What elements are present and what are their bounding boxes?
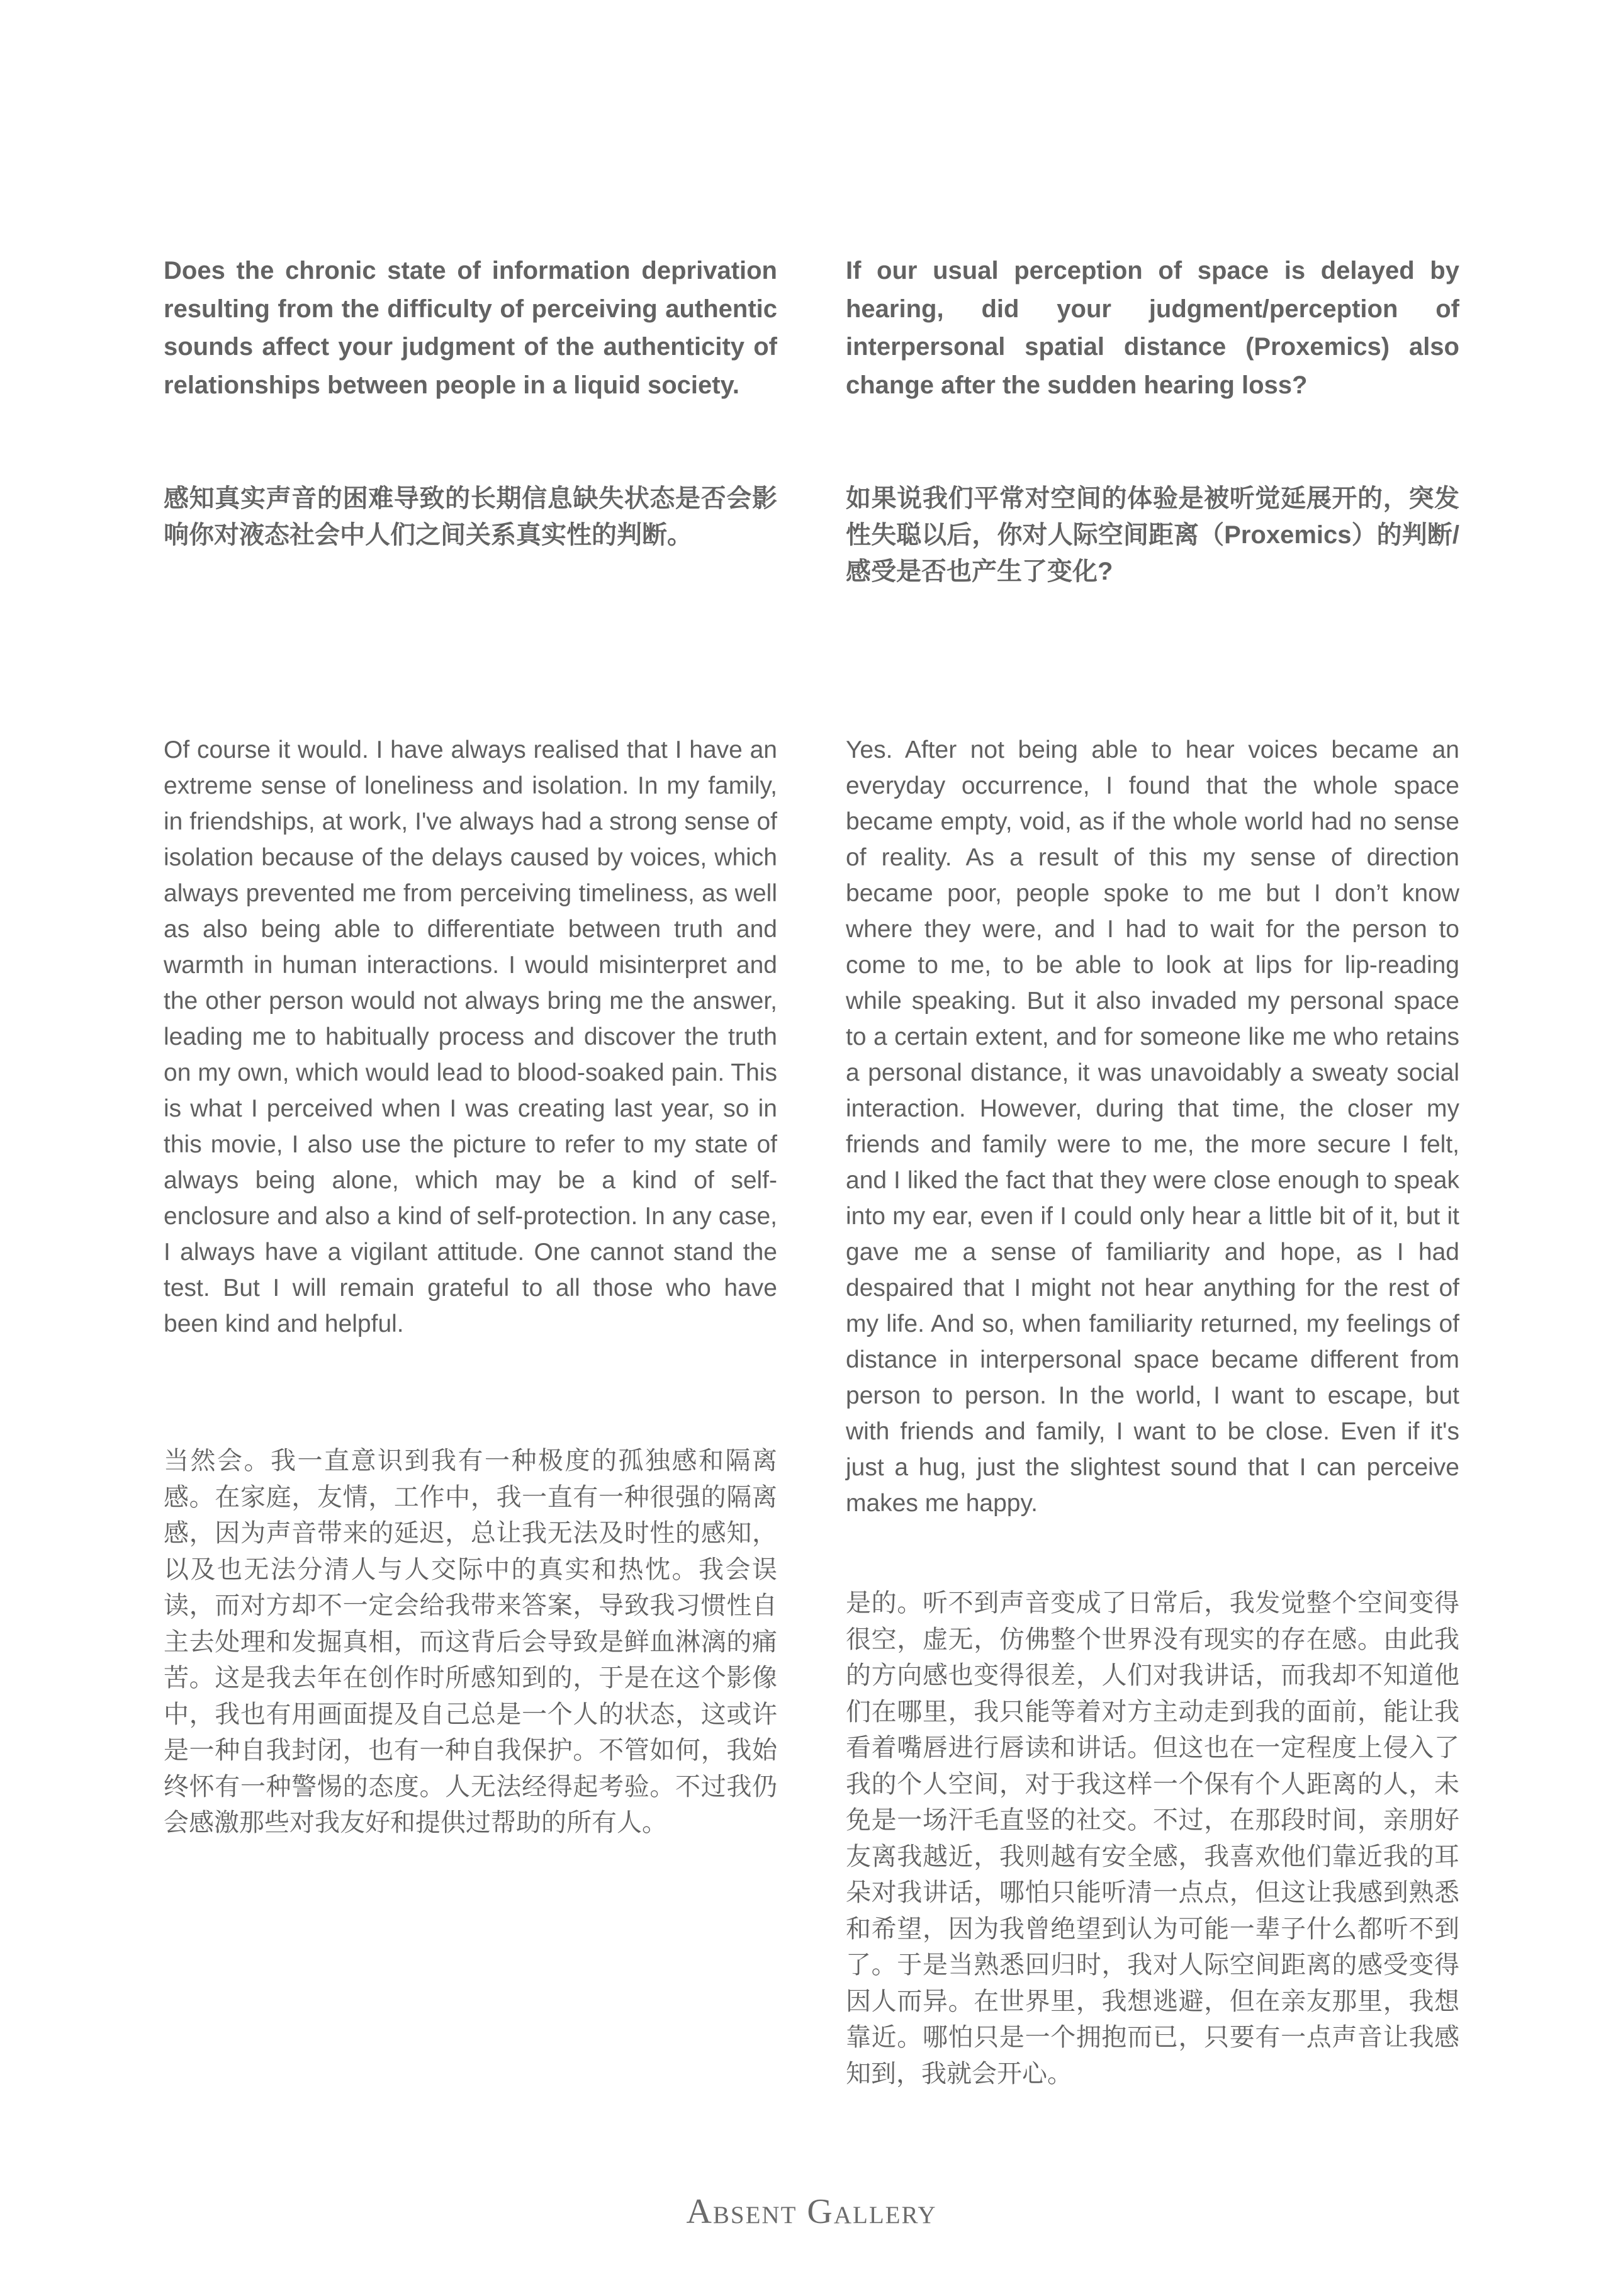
right-question-english: If our usual perception of space is delayed by hearing, did your judgment/perception of interpersonal spatial distance (Proxemics) also change after the sudden hearing loss? — [846, 257, 1459, 399]
left-question-chinese: 感知真实声音的困难导致的长期信息缺失状态是否会影响你对液态社会中人们之间关系真实性的判断。 — [164, 485, 777, 549]
right-answer-english: Yes. After not being able to hear voices became an everyday occurrence, I found that the whole space became empty, void, as if the whole world had no sense of reality. As a result of this my sense of direction became poor, people spoke to me but I don’t know where they were, and I had to wait for the person to come to me, to be able to look at lips for lip-reading while speaking. But it also invaded my personal space to a certain extent, and for someone like me who retains a personal distance, it was unavoidably a sweaty social interaction. However, during that time, the closer my friends and family were to me, the more secure I felt, and I liked the fact that they were close enough to speak into my ear, even if I could only hear a little bit of it, but it gave me a sense of familiarity and hope, as I had despaired that I might not hear anything for the rest of my life. And so, when familiarity returned, my feelings of distance in interpersonal space became different from person to person. In the world, I want to escape, but with friends and family, I want to be close. Even if it's just a hug, just the slightest sound that I can perceive makes me happy. — [846, 736, 1459, 1517]
right-answer-chinese: 是的。听不到声音变成了日常后，我发觉整个空间变得很空，虚无，仿佛整个世界没有现实的存在感。由此我的方向感也变得很差，人们对我讲话，而我却不知道他们在哪里，我只能等着对方主动走到我的面前，能让我看着嘴唇进行唇读和讲话。但这也在一定程度上侵入了我的个人空间，对于我这样一个保有个人距离的人，未免是一场汗毛直竖的社交。不过，在那段时间，亲朋好友离我越近，我则越有安全感，我喜欢他们靠近我的耳朵对我讲话，哪怕只能听清一点点，但这让我感到熟悉和希望，因为我曾绝望到认为可能一辈子什么都听不到了。于是当熟悉回归时，我对人际空间距离的感受变得因人而异。在世界里，我想逃避，但在亲友那里，我想靠近。哪怕只是一个拥抱而已，只要有一点声音让我感知到，我就会开心。 — [846, 1589, 1459, 2088]
left-question-english: Does the chronic state of information deprivation resulting from the difficulty of perceiving authentic sounds affect your judgment of the authenticity of relationships between people in a liquid society. — [164, 257, 777, 399]
left-answer-chinese: 当然会。我一直意识到我有一种极度的孤独感和隔离感。在家庭，友情，工作中，我一直有一种很强的隔离感，因为声音带来的延迟，总让我无法及时性的感知，以及也无法分清人与人交际中的真实和热忱。我会误读，而对方却不一定会给我带来答案，导致我习惯性自主去处理和发掘真相，而这背后会导致是鲜血淋漓的痛苦。这是我去年在创作时所感知到的，于是在这个影像中，我也有用画面提及自己总是一个人的状态，这或许是一种自我封闭，也有一种自我保护。不管如何，我始终怀有一种警惕的态度。人无法经得起考验。不过我仍会感激那些对我友好和提供过帮助的所有人。 — [164, 1447, 777, 1837]
footer-brand: Absent Gallery — [686, 2192, 937, 2231]
left-answer-english: Of course it would. I have always realised that I have an extreme sense of loneliness and isolation. In my family, in friendships, at work, I've always had a strong sense of isolation because of the delays caused by voices, which always prevented me from perceiving timeliness, as well as also being able to differentiate between truth and warmth in human interactions. I would misinterpret and the other person would not always bring me the answer, leading me to habitually process and discover the truth on my own, which would lead to blood-soaked pain. This is what I perceived when I was creating last year, so in this movie, I also use the picture to refer to my state of always being alone, which may be a kind of self-enclosure and also a kind of self-protection. In any case, I always have a vigilant attitude. One cannot stand the test. But I will remain grateful to all those who have been kind and helpful. — [164, 736, 777, 1337]
right-question-chinese: 如果说我们平常对空间的体验是被听觉延展开的，突发性失聪以后，你对人际空间距离（Proxemics）的判断/感受是否也产生了变化? — [846, 485, 1459, 585]
